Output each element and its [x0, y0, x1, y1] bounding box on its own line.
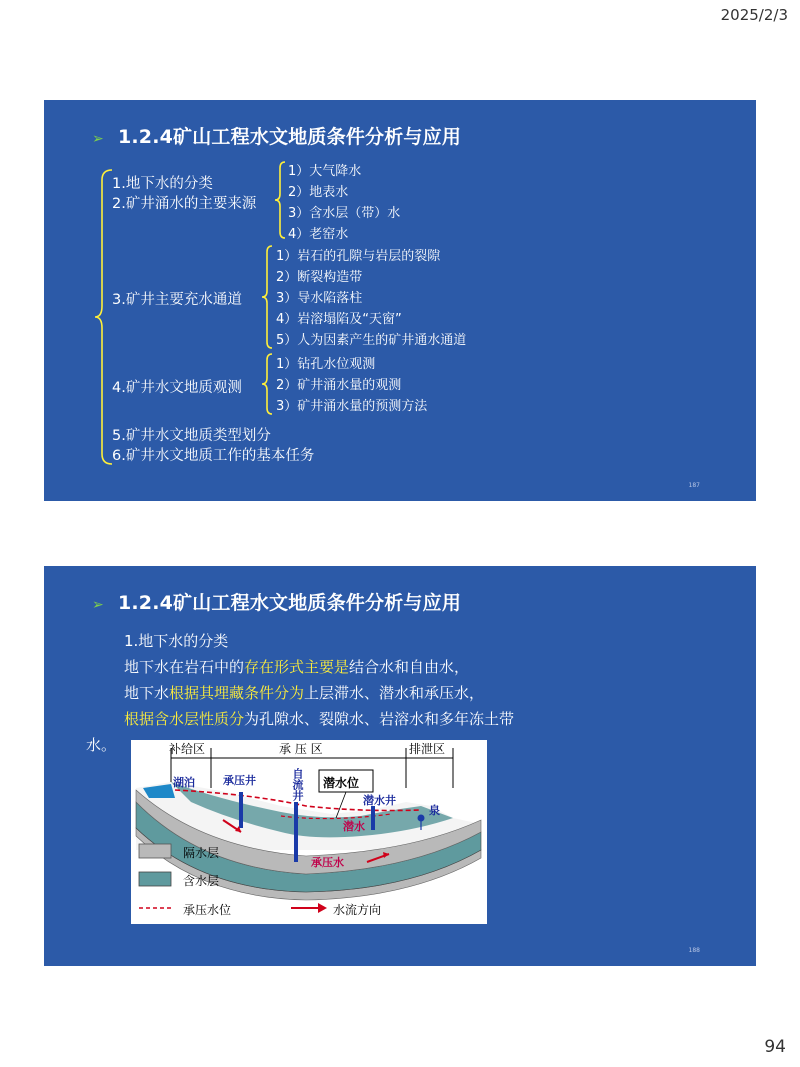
text-run: 上层滞水、潜水和承压水，	[304, 684, 485, 702]
diagram-graphic	[131, 740, 487, 924]
channel-item: 3）导水陷落柱	[276, 291, 363, 306]
phreatic-level-label: 潜水位	[323, 776, 360, 790]
legend-aquiclude-label: 隔水层	[183, 846, 220, 860]
text-run: 地下水	[124, 684, 170, 702]
confined-water-label: 承压水	[311, 856, 344, 869]
item-hydro-observation: 4.矿井水文地质观测	[112, 380, 242, 396]
legend-confined-level-label: 承压水位	[183, 903, 232, 917]
channel-item: 5）人为因素产生的矿井通水通道	[276, 333, 467, 348]
artesian-well-label: 自流井	[291, 768, 304, 801]
observation-item: 3）矿井涌水量的预测方法	[276, 399, 428, 414]
main-brace-icon	[92, 168, 114, 466]
channel-item: 2）断裂构造带	[276, 270, 363, 285]
body-line-3	[124, 708, 514, 729]
groundwater-diagram	[131, 740, 487, 924]
page-number: 94	[764, 1037, 786, 1057]
channel-item: 1）岩石的孔隙与岩层的裂隙	[276, 249, 441, 264]
text-run: 地下水在岩石中的	[124, 658, 245, 676]
confined-well-label: 承压井	[223, 774, 256, 787]
source-item: 3）含水层（带）水	[288, 206, 401, 221]
body-line-4: 水。	[86, 736, 117, 754]
arrow-bullet-icon: ➢	[92, 131, 104, 147]
slide-188	[44, 566, 756, 966]
slide-title-text: 1.2.4矿山工程水文地质条件分析与应用	[117, 592, 462, 614]
sources-brace-icon	[273, 160, 287, 240]
lake-label: 湖泊	[173, 776, 195, 789]
channel-item: 4）岩溶塌陷及“天窗”	[276, 312, 402, 327]
spring-label: 泉	[429, 804, 440, 817]
slide-title-text: 1.2.4矿山工程水文地质条件分析与应用	[117, 126, 462, 148]
text-run: 为孔隙水、裂隙水、岩溶水和多年冻土带	[244, 710, 515, 728]
phreatic-well-label: 潜水井	[363, 794, 396, 807]
slide-number: 188	[688, 947, 700, 954]
slide-title	[92, 122, 461, 149]
legend-flow-direction-label: 水流方向	[333, 903, 382, 917]
observation-item: 2）矿井涌水量的观测	[276, 378, 402, 393]
highlight-text: 存在形式主要是	[244, 658, 350, 676]
highlight-text: 根据其埋藏条件分为	[169, 684, 305, 702]
zone-discharge-label: 排泄区	[409, 742, 446, 756]
slide-title	[92, 588, 461, 615]
observation-item: 1）钻孔水位观测	[276, 357, 376, 372]
item-inflow-sources: 2.矿井涌水的主要来源	[112, 196, 257, 212]
item-inflow-channels: 3.矿井主要充水通道	[112, 292, 242, 308]
source-item: 1）大气降水	[288, 164, 362, 179]
observation-brace-icon	[260, 352, 274, 416]
page-date: 2025/2/3	[720, 6, 788, 24]
zone-recharge-label: 补给区	[169, 742, 206, 756]
channels-brace-icon	[260, 244, 274, 350]
item-basic-tasks: 6.矿井水文地质工作的基本任务	[112, 448, 315, 464]
item-groundwater-classification: 1.地下水的分类	[112, 176, 213, 192]
item-hydro-type-division: 5.矿井水文地质类型划分	[112, 428, 271, 444]
source-item: 4）老窑水	[288, 227, 349, 242]
section-heading: 1.地下水的分类	[124, 632, 229, 650]
slide-187	[44, 100, 756, 501]
arrow-bullet-icon: ➢	[92, 597, 104, 613]
zone-confined-label: 承 压 区	[279, 742, 323, 756]
body-line-2	[124, 682, 484, 703]
source-item: 2）地表水	[288, 185, 349, 200]
slide-number: 187	[688, 482, 700, 489]
phreatic-water-label: 潜水	[343, 820, 365, 833]
highlight-text: 根据含水层性质分	[124, 710, 245, 728]
legend-aquifer-label: 含水层	[183, 874, 220, 888]
text-run: 结合水和自由水，	[349, 658, 470, 676]
body-line-1	[124, 656, 469, 677]
